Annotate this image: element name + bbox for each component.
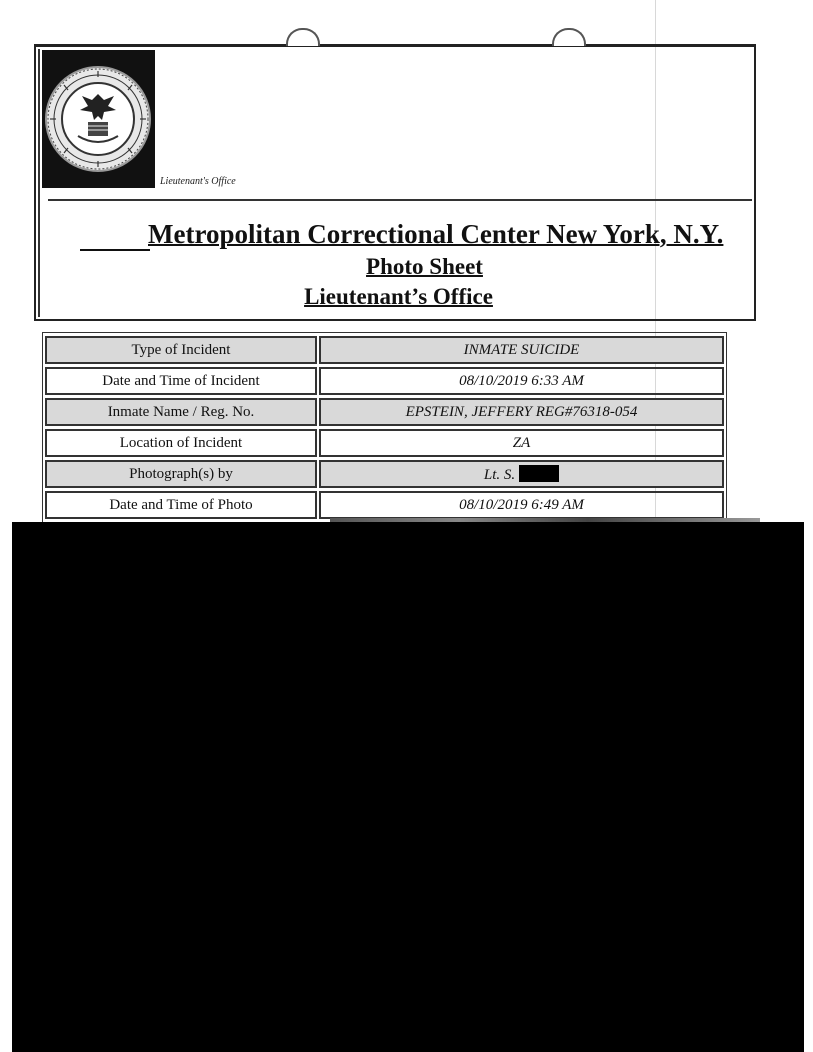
agency-seal (42, 50, 155, 188)
binder-tab-hole-left (286, 28, 320, 46)
table-row (45, 367, 724, 395)
facility-title: Metropolitan Correctional Center New York, N.Y. (148, 219, 724, 249)
incident-table (42, 332, 727, 523)
binder-tab-hole-right (552, 28, 586, 46)
photographer-value: Lt. S. (483, 466, 516, 483)
title-underline-extension (80, 249, 150, 251)
seal-icon (42, 50, 155, 188)
location-value: ZA (319, 429, 724, 457)
header-rule (48, 199, 752, 201)
table-row (45, 491, 724, 519)
table-row (45, 460, 724, 488)
photo-datetime-value: 08/10/2019 6:49 AM (319, 491, 724, 519)
location-label: Location of Incident (45, 429, 317, 457)
table-row (45, 398, 724, 426)
photographer-label: Photograph(s) by (45, 460, 317, 488)
office-title: Lieutenant’s Office (304, 284, 493, 309)
office-caption: Lieutenant's Office (160, 176, 236, 187)
table-row (45, 336, 724, 364)
table-row (45, 429, 724, 457)
photo-redaction-block (12, 522, 804, 1052)
photo-datetime-label: Date and Time of Photo (45, 491, 317, 519)
sheet-title: Photo Sheet (366, 254, 483, 279)
incident-type-label: Type of Incident (45, 336, 317, 364)
photographer-value-cell (319, 460, 724, 488)
name-redaction (519, 465, 559, 482)
inmate-name-label: Inmate Name / Reg. No. (45, 398, 317, 426)
inmate-name-value: EPSTEIN, JEFFERY REG#76318-054 (319, 398, 724, 426)
incident-type-value: INMATE SUICIDE (319, 336, 724, 364)
incident-datetime-label: Date and Time of Incident (45, 367, 317, 395)
incident-datetime-value: 08/10/2019 6:33 AM (319, 367, 724, 395)
